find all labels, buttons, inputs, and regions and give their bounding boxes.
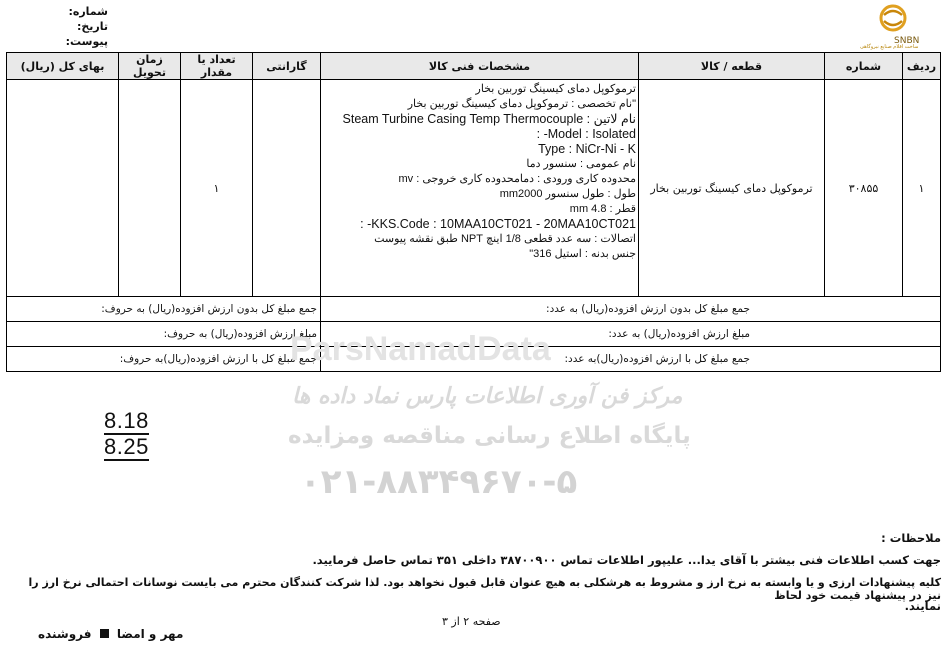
signature-label — [38, 627, 183, 641]
summary-label-words: مبلغ ارزش افزوده(ریال) به حروف: — [7, 322, 321, 347]
col-header-row-no: ردیف — [903, 53, 941, 80]
spec-line: "نام تخصصی : ترموکوپل دمای کیسینگ توربین بخار — [407, 98, 636, 110]
signature-box — [100, 629, 109, 638]
notes-line-3: نمایند. — [904, 599, 941, 613]
cell-part-no: ۳۰۸۵۵ — [825, 80, 903, 297]
table-row — [7, 80, 941, 297]
logo-subtitle: ساخت اقلام صنایع نیروگاهی — [860, 44, 919, 50]
spec-line: Type : NiCr-Ni - K — [538, 142, 636, 156]
handwritten-note-1: 8.18 — [104, 408, 149, 433]
number-label: شماره: — [68, 5, 108, 18]
summary-label-words: جمع مبلغ کل با ارزش افزوده(ریال)به حروف: — [7, 347, 321, 372]
summary-row-with-vat — [7, 347, 941, 372]
seller-text: فروشنده — [38, 627, 92, 641]
summary-label-numeric: جمع مبلغ کل با ارزش افزوده(ریال)به عدد: — [321, 347, 941, 372]
logo-word: SNBN — [894, 36, 920, 46]
cell-qty: ۱ — [181, 80, 253, 297]
col-header-delivery: زمان تحویل — [119, 53, 181, 80]
signature-text: مهر و امضا — [116, 627, 184, 641]
spec-line: ترموکوپل دمای کیسینگ توربین بخار — [475, 83, 636, 95]
cell-warranty — [253, 80, 321, 297]
col-header-spec: مشخصات فنی کالا — [321, 53, 639, 80]
watermark-site: ParsNamadData — [290, 330, 551, 368]
spec-line: نام لاتین : Steam Turbine Casing Temp Thermocouple — [342, 112, 636, 126]
date-label: تاریخ: — [76, 20, 108, 33]
company-logo — [866, 3, 938, 49]
page-number: صفحه ۲ از ۳ — [442, 615, 501, 628]
col-header-qty: تعداد یا مقدار — [181, 53, 253, 80]
col-header-part-no: شماره — [825, 53, 903, 80]
cell-spec — [321, 80, 639, 297]
cell-delivery — [119, 80, 181, 297]
summary-row-vat — [7, 322, 941, 347]
col-header-item: قطعه / کالا — [639, 53, 825, 80]
spec-line: نام عمومی : سنسور دما — [526, 158, 636, 170]
summary-row-without-vat — [7, 297, 941, 322]
summary-label-numeric: مبلغ ارزش افزوده(ریال) به عدد: — [321, 322, 941, 347]
handwritten-note-2: 8.25 — [104, 434, 149, 459]
items-table — [6, 52, 941, 372]
summary-label-numeric: جمع مبلغ کل بدون ارزش افزوده(ریال) به عدد: — [321, 297, 941, 322]
cell-total-price — [7, 80, 119, 297]
watermark-line1: مرکز فن آوری اطلاعات پارس نماد داده ها — [292, 384, 683, 409]
spec-line: اتصالات : سه عدد قطعی 1/8 اینچ NPT طبق نقشه پیوست — [374, 233, 636, 245]
header-labels — [66, 4, 108, 49]
summary-label-words: جمع مبلغ کل بدون ارزش افزوده(ریال) به حروف: — [7, 297, 321, 322]
spec-line: Model : Isolated- : — [536, 127, 636, 141]
spec-line: جنس بدنه : استیل 316" — [529, 248, 636, 260]
watermark-line2: پایگاه اطلاع رسانی مناقصه ومزایده — [288, 423, 691, 449]
table-header-row — [7, 53, 941, 80]
col-header-total-price: بهای کل (ریال) — [7, 53, 119, 80]
col-header-warranty: گارانتی — [253, 53, 321, 80]
notes-line-2: کلیه پیشنهادات ارزی و یا وابسته به نرخ ارز و مشروط به هرشکلی به هیچ عنوان قابل قبول نخواهد بود. لذا شرکت کنندگان محترم می بایست نوسانات احتمالی نرخ ارز را نیز در پیشنهاد قیمت خود لحاظ — [28, 576, 941, 602]
spec-line: KKS.Code : 10MAA10CT021 - 20MAA10CT021- : — [360, 217, 636, 231]
notes-title: ملاحظات : — [881, 531, 941, 545]
notes-line-1: جهت کسب اطلاعات فنی بیشتر با آقای یدا... علیپور اطلاعات تماس ۳۸۷۰۰۹۰۰ داخلی ۳۵۱ تماس حاصل فرمایید. — [312, 553, 941, 567]
watermark-phone: ۰۲۱-۸۸۳۴۹۶۷۰-۵ — [300, 462, 578, 502]
spec-line: طول : طول سنسور mm2000 — [499, 188, 636, 200]
spec-line: قطر : mm 4.8 — [569, 203, 636, 215]
cell-item: ترموکوپل دمای کیسینگ توربین بخار — [639, 80, 825, 297]
spec-line: محدوده کاری ورودی : دمامحدوده کاری خروجی : mv — [398, 173, 636, 185]
cell-row-no: ۱ — [903, 80, 941, 297]
attachment-label: پیوست: — [65, 35, 108, 48]
